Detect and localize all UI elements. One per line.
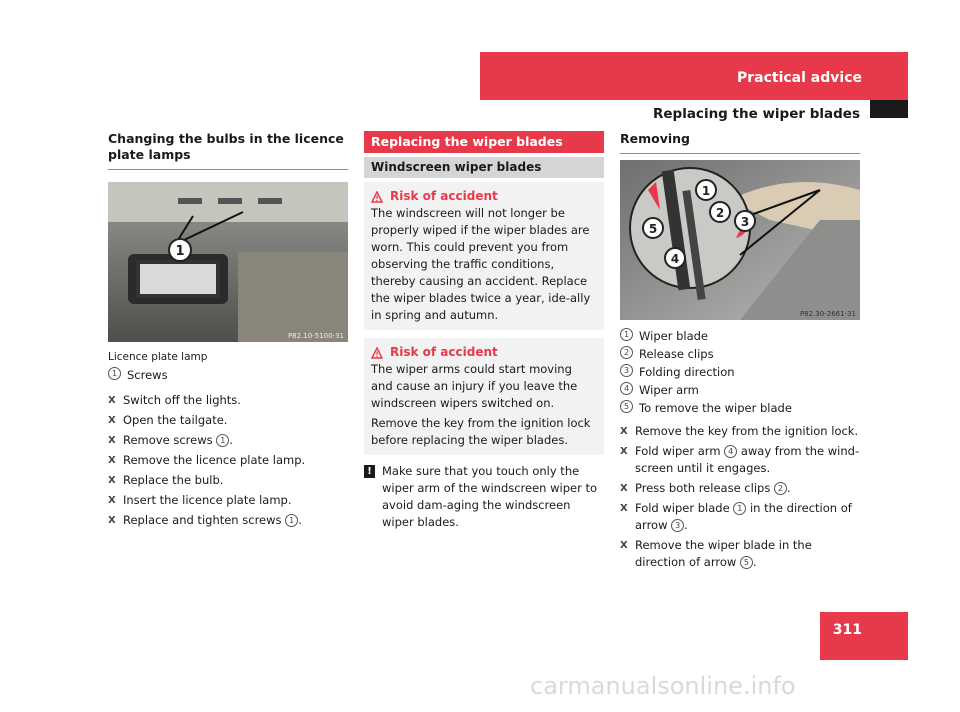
exclamation-icon: ! xyxy=(364,465,375,478)
subsection-title-bar: Windscreen wiper blades xyxy=(364,157,604,178)
section-title-bar: Replacing the wiper blades xyxy=(364,131,604,153)
step-arrow-icon: X xyxy=(620,446,628,457)
legend-list xyxy=(620,328,860,417)
legend-item: 3 Folding direction xyxy=(620,364,860,381)
list-item: X Replace the bulb. xyxy=(108,473,224,487)
wiper-photo xyxy=(620,160,860,320)
warning-triangle-icon xyxy=(371,347,383,359)
page-title: Replacing the wiper blades xyxy=(652,106,860,122)
heading-removing: Removing xyxy=(620,131,860,154)
step-arrow-icon: X xyxy=(108,455,116,466)
section-label: Practical advice xyxy=(736,70,862,86)
legend-item: 1 Wiper blade xyxy=(620,328,860,345)
warning-box xyxy=(364,182,604,330)
legend-item: 5 To remove the wiper blade xyxy=(620,400,860,417)
list-item: X Press both release clips 2 . xyxy=(620,481,791,495)
step-arrow-icon: X xyxy=(108,435,116,446)
step-arrow-icon: X xyxy=(108,475,116,486)
header-bar xyxy=(480,52,908,100)
column-removing xyxy=(620,131,860,571)
list-item: X Fold wiper arm 4 away from the wind-screen until it engages. xyxy=(620,444,860,475)
licence-plate-photo xyxy=(108,182,348,342)
legend-item: 2 Release clips xyxy=(620,346,860,363)
step-arrow-icon: X xyxy=(620,540,628,551)
warning-text: The wiper arms could start moving and cause an injury if you leave the windscreen wipers switched on. xyxy=(371,362,578,410)
page-number: 311 xyxy=(832,622,862,638)
steps-list xyxy=(108,392,348,529)
column-licence-plate xyxy=(108,131,348,529)
svg-text:2: 2 xyxy=(715,206,725,220)
photo-code: P82.30-2661-31 xyxy=(799,310,856,318)
note-text: Make sure that you touch only the wiper arm of the windscreen wiper to avoid dam-aging the windscreen wiper blades. xyxy=(382,464,598,529)
watermark: carmanualsonline.info xyxy=(530,672,796,700)
warning-box xyxy=(364,338,604,455)
steps-list xyxy=(620,423,860,571)
step-arrow-icon: X xyxy=(108,515,116,526)
legend-item: 4 Wiper arm xyxy=(620,382,860,399)
list-item: X Replace and tighten screws 1 . xyxy=(108,513,302,527)
warning-text: Remove the key from the ignition lock before replacing the wiper blades. xyxy=(371,416,591,447)
warning-triangle-icon xyxy=(371,191,383,203)
step-arrow-icon: X xyxy=(108,415,116,426)
svg-text:5: 5 xyxy=(648,222,658,236)
photo-code: P82.10-5100-31 xyxy=(287,332,344,340)
list-item: X Remove screws 1 . xyxy=(108,433,233,447)
list-item: X Remove the licence plate lamp. xyxy=(108,453,306,467)
note-box xyxy=(364,463,604,531)
svg-text:1: 1 xyxy=(701,184,711,198)
legend-item: 1 Screws xyxy=(108,367,348,384)
page-number-box xyxy=(820,612,908,660)
warning-title: Risk of accident xyxy=(390,345,498,359)
list-item: X Remove the key from the ignition lock. xyxy=(620,424,859,438)
step-arrow-icon: X xyxy=(620,503,628,514)
step-arrow-icon: X xyxy=(620,483,628,494)
warning-title: Risk of accident xyxy=(390,189,498,203)
svg-text:4: 4 xyxy=(670,252,680,266)
step-arrow-icon: X xyxy=(620,426,628,437)
list-item: X Insert the licence plate lamp. xyxy=(108,493,292,507)
warning-text: The windscreen will not longer be properly wiped if the wiper blades are worn. This could prevent you from observing the traffic conditions, thereby causing an accident. Replace the wiper blades twice a year, ide-ally in spring and autumn. xyxy=(371,206,591,322)
list-item: X Open the tailgate. xyxy=(108,413,228,427)
svg-text:1: 1 xyxy=(175,244,185,259)
list-item: X Fold wiper blade 1 in the direction of arrow 3 . xyxy=(620,501,852,532)
step-arrow-icon: X xyxy=(108,395,116,406)
svg-text:3: 3 xyxy=(740,215,750,229)
list-item: X Switch off the lights. xyxy=(108,393,241,407)
step-arrow-icon: X xyxy=(108,495,116,506)
heading-licence-plate: Changing the bulbs in the licence plate lamps xyxy=(108,131,348,170)
list-item: X Remove the wiper blade in the direction of arrow 5 . xyxy=(620,538,812,569)
column-wiper-warnings xyxy=(364,131,604,531)
header-tab-marker xyxy=(870,100,908,118)
photo-caption: Licence plate lamp xyxy=(108,351,208,363)
